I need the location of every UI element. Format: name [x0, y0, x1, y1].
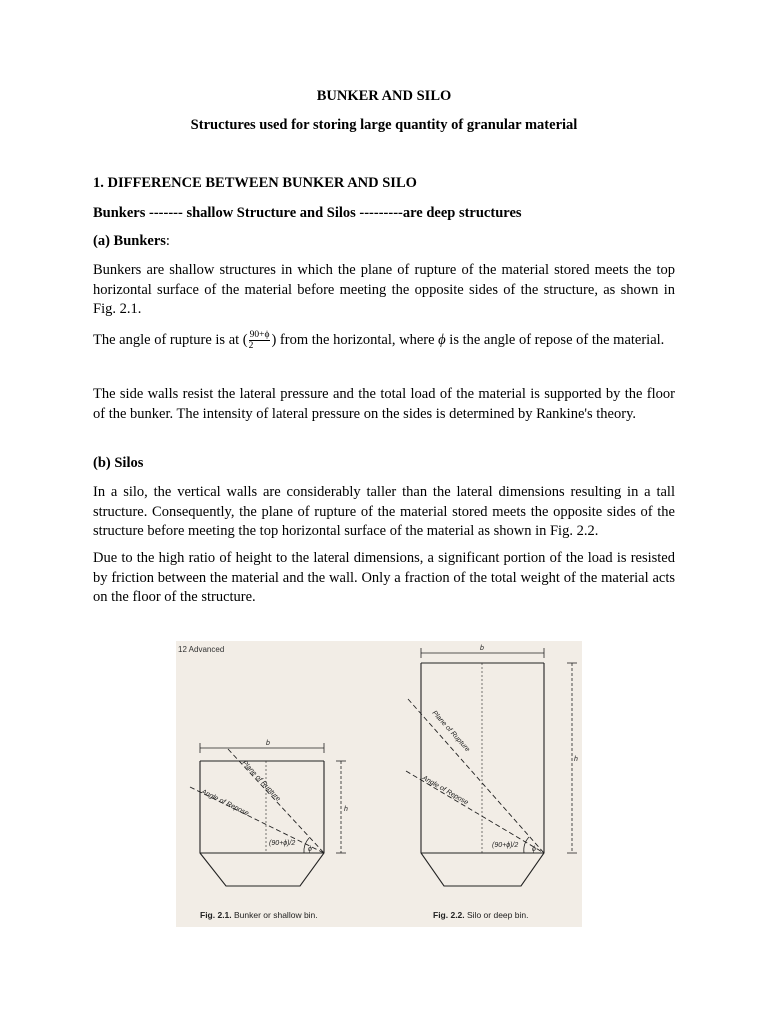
fig2-caption-num: Fig. 2.2. — [433, 910, 465, 920]
comparison-line — [93, 205, 522, 222]
silos-paragraph-1: In a silo, the vertical walls are considerably taller than the lateral dimensions resulting in a tall structure. Consequently, the plane of rupture of the material stored meets the opposite sides of the structure before meeting the top horizontal surface of the material as shown in Fig. 2.2. — [93, 484, 675, 539]
section-heading: 1. DIFFERENCE BETWEEN BUNKER AND SILO — [93, 175, 417, 191]
silo-h-label: h — [574, 756, 578, 763]
angle-paragraph — [93, 330, 675, 351]
bunkers-heading-suffix: : — [165, 233, 170, 249]
silo-angle-expr: (90+ϕ)/2 — [492, 842, 519, 849]
bunkers-heading-text: (a) Bunkers — [93, 233, 166, 249]
silo-phi: ϕ — [532, 846, 536, 853]
fig1-caption-num: Fig. 2.1. — [200, 910, 232, 920]
bunker-angle-label: Angle of Repose — [200, 788, 250, 818]
bunker-angle-expr: (90+ϕ)/2 — [269, 840, 296, 847]
comparison-desc: shallow Structure and Silos ---------are deep structures — [186, 205, 522, 221]
angle-text-end: is the angle of repose of the material. — [445, 331, 665, 348]
silos-paragraph-2: Due to the high ratio of height to the lateral dimensions, a significant portion of the load is resisted by friction between the material and the wall. Only a fraction of the total weight of the material acts on the floor of the structure. — [93, 550, 675, 605]
bunker-h-label: h — [344, 806, 348, 813]
bunker-diagram — [190, 743, 346, 886]
bunkers-paragraph-3: The side walls resist the lateral pressure and the total load of the material is supported by the floor of the bunker. The intensity of lateral pressure on the sides is determined by Rankine's theory. — [93, 386, 675, 422]
phi-symbol: ϕ — [438, 331, 446, 348]
page-subtitle: Structures used for storing large quantity of granular material — [190, 117, 578, 133]
silo-angle-label: Angle of Repose — [421, 774, 470, 807]
silos-subheading: (b) Silos — [93, 455, 144, 471]
figure-drawing — [176, 641, 582, 927]
bunker-silo-figure — [176, 641, 582, 927]
fraction-numerator: 90+ϕ — [249, 330, 270, 340]
silo-diagram — [406, 648, 577, 886]
bunker-plane-label: Plane of Rupture — [240, 759, 282, 803]
bunker-b-label: b — [266, 740, 270, 747]
fig2-caption-text: Silo or deep bin. — [464, 910, 529, 920]
fig1-caption-text: Bunker or shallow bin. — [231, 910, 318, 920]
comparison-bunkers: Bunkers ------- — [93, 205, 187, 221]
bunkers-subheading — [93, 233, 170, 250]
figure-page-header: 12 Advanced — [178, 645, 225, 654]
angle-text-after: ) from the horizontal, where — [271, 331, 439, 348]
bunker-phi: ϕ — [308, 846, 312, 853]
fig1-caption — [200, 910, 318, 920]
silo-plane-label: Plane of Rupture — [430, 709, 471, 754]
angle-text-before: The angle of rupture is at ( — [93, 331, 248, 348]
bunkers-paragraph-1: Bunkers are shallow structures in which the plane of rupture of the material stored meets the top horizontal surface of the material before meeting the opposite sides of the structure, as shown in Fig. 2.1. — [93, 262, 675, 317]
fig2-caption — [433, 910, 528, 920]
page-title: BUNKER AND SILO — [316, 88, 452, 104]
silo-b-label: b — [480, 645, 484, 652]
angle-fraction — [249, 330, 271, 351]
fraction-denominator: 2 — [248, 341, 254, 351]
